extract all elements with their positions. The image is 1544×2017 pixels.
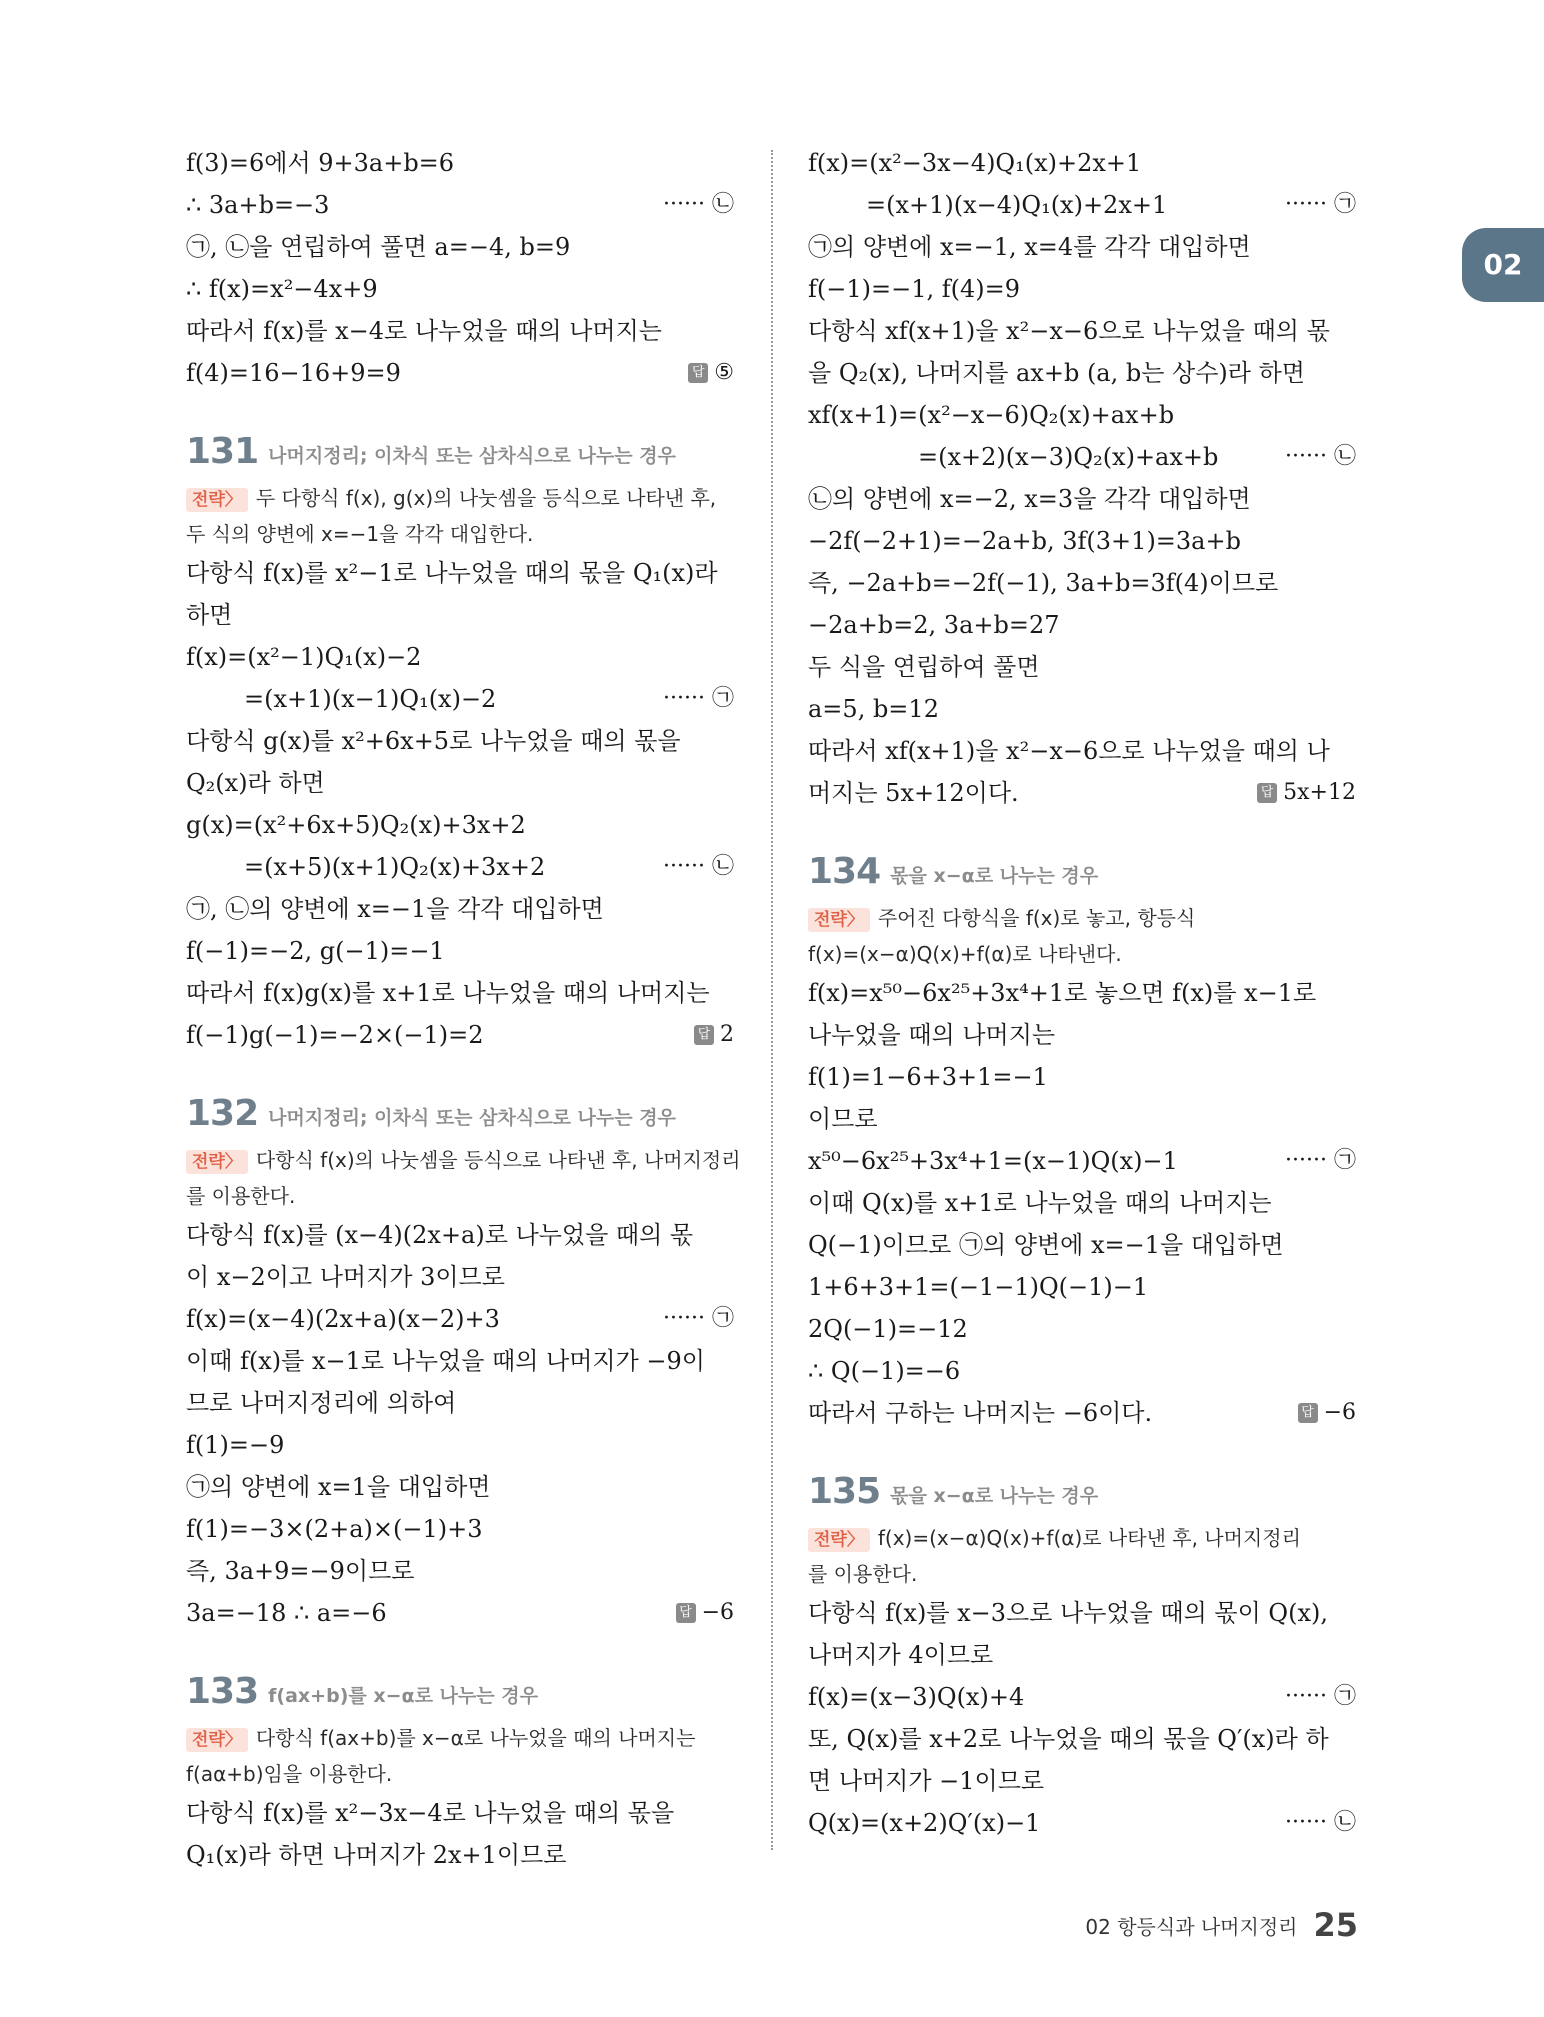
solution-text: 3a=−18 ∴ a=−6	[186, 1599, 387, 1627]
equation-marker: ······ ㉡	[1285, 1810, 1356, 1835]
strategy-line	[186, 480, 734, 516]
solution-text: 다항식 f(x)를 x²−3x−4로 나누었을 때의 몫을	[186, 1799, 675, 1827]
answer-icon: 답	[1257, 783, 1277, 803]
chapter-side-tab: 02	[1462, 228, 1544, 302]
answer-value: ⑤	[714, 360, 734, 385]
strategy-line	[186, 1720, 734, 1756]
strategy-tag: 전략〉	[808, 908, 870, 932]
strategy-line	[186, 1142, 741, 1178]
strategy-text: f(x)=(x−α)Q(x)+f(α)로 나타낸다.	[808, 942, 1122, 966]
solution-text: 므로 나머지정리에 의하여	[186, 1389, 457, 1417]
problem-topic: 나머지정리; 이차식 또는 삼차식으로 나누는 경우	[268, 1107, 676, 1129]
equation-marker: ······ ㉠	[663, 686, 734, 711]
solution-line	[808, 604, 1356, 646]
strategy-text: f(x)=(x−α)Q(x)+f(α)로 나타낸 후, 나머지정리	[877, 1526, 1301, 1550]
solution-text: xf(x+1)=(x²−x−6)Q₂(x)+ax+b	[808, 401, 1175, 429]
solution-text: 머지는 5x+12이다.	[808, 779, 1019, 807]
solution-line	[808, 1140, 1356, 1182]
solution-text: 나머지가 4이므로	[808, 1641, 994, 1669]
solution-text: =(x+5)(x+1)Q₂(x)+3x+2	[244, 853, 546, 881]
solution-text: a=5, b=12	[808, 695, 939, 723]
solution-text: =(x+1)(x−1)Q₁(x)−2	[244, 685, 497, 713]
strategy-line	[808, 936, 1356, 972]
solution-text: 즉, −2a+b=−2f(−1), 3a+b=3f(4)이므로	[808, 569, 1279, 597]
solution-text: Q₂(x)라 하면	[186, 769, 325, 797]
solution-line	[186, 552, 734, 594]
answer-value: 5x+12	[1283, 780, 1356, 805]
solution-line	[186, 1014, 734, 1056]
solution-line	[808, 1802, 1356, 1844]
solution-text: 다항식 f(x)를 (x−4)(2x+a)로 나누었을 때의 몫	[186, 1221, 694, 1249]
solution-text: =(x+2)(x−3)Q₂(x)+ax+b	[918, 443, 1219, 471]
strategy-text: 두 식의 양변에 x=−1을 각각 대입한다.	[186, 522, 534, 546]
solution-line	[808, 688, 1356, 730]
answer-value: −6	[701, 1600, 734, 1625]
solution-line	[808, 478, 1356, 520]
strategy-tag: 전략〉	[808, 1528, 870, 1552]
solution-line	[186, 1424, 734, 1466]
solution-text: =(x+1)(x−4)Q₁(x)+2x+1	[866, 191, 1168, 219]
problem-number: 133	[186, 1671, 259, 1712]
strategy-line	[186, 1756, 734, 1792]
solution-line	[186, 1508, 734, 1550]
solution-line	[808, 310, 1356, 352]
solution-text: 이 x−2이고 나머지가 3이므로	[186, 1263, 505, 1291]
solution-line	[808, 1350, 1356, 1392]
strategy-tag: 전략〉	[186, 488, 248, 512]
solution-line	[808, 1676, 1356, 1718]
equation-marker: ······ ㉠	[1285, 1148, 1356, 1173]
solution-text: f(x)=(x²−1)Q₁(x)−2	[186, 643, 422, 671]
solution-text: 나누었을 때의 나머지는	[808, 1021, 1056, 1049]
problem-number: 131	[186, 431, 259, 472]
solution-line	[808, 184, 1356, 226]
solution-line	[186, 930, 734, 972]
solution-text: 1+6+3+1=(−1−1)Q(−1)−1	[808, 1273, 1149, 1301]
answer-icon: 답	[694, 1025, 714, 1045]
solution-line	[186, 184, 734, 226]
solution-text: ㉡의 양변에 x=−2, x=3을 각각 대입하면	[808, 485, 1251, 513]
strategy-tag: 전략〉	[186, 1728, 248, 1752]
solution-line	[808, 730, 1356, 772]
solution-line	[808, 226, 1356, 268]
solution-text: 이므로	[808, 1105, 878, 1133]
solution-text: f(−1)g(−1)=−2×(−1)=2	[186, 1021, 484, 1049]
solution-line	[808, 268, 1356, 310]
solution-line	[808, 394, 1356, 436]
strategy-text: 두 다항식 f(x), g(x)의 나눗셈을 등식으로 나타낸 후,	[255, 486, 717, 510]
strategy-line	[186, 1178, 734, 1214]
problem-header	[186, 1078, 734, 1136]
solution-text: f(−1)=−2, g(−1)=−1	[186, 937, 445, 965]
solution-text: g(x)=(x²+6x+5)Q₂(x)+3x+2	[186, 811, 526, 839]
solution-text: 따라서 xf(x+1)을 x²−x−6으로 나누었을 때의 나	[808, 737, 1330, 765]
answer-icon: 답	[1298, 1403, 1318, 1423]
solution-line	[186, 1256, 734, 1298]
solution-text: f(x)=(x²−3x−4)Q₁(x)+2x+1	[808, 149, 1142, 177]
solution-text: f(4)=16−16+9=9	[186, 359, 401, 387]
solution-line	[808, 520, 1356, 562]
solution-line	[186, 720, 734, 762]
answer	[688, 352, 734, 394]
equation-marker: ······ ㉠	[1285, 192, 1356, 217]
solution-text: −2f(−2+1)=−2a+b, 3f(3+1)=3a+b	[808, 527, 1241, 555]
solution-text: 따라서 f(x)g(x)를 x+1로 나누었을 때의 나머지는	[186, 979, 710, 1007]
solution-line	[186, 1834, 734, 1876]
solution-line	[808, 1182, 1356, 1224]
solution-text: ㉠의 양변에 x=−1, x=4를 각각 대입하면	[808, 233, 1251, 261]
solution-line	[808, 1056, 1356, 1098]
solution-line	[808, 1224, 1356, 1266]
solution-text: f(1)=−3×(2+a)×(−1)+3	[186, 1515, 483, 1543]
solution-line	[808, 142, 1356, 184]
answer	[1298, 1392, 1356, 1434]
problem-header	[186, 416, 734, 474]
solution-line	[808, 646, 1356, 688]
solution-text: ㉠의 양변에 x=1을 대입하면	[186, 1473, 491, 1501]
answer-icon: 답	[688, 363, 708, 383]
solution-text: 다항식 g(x)를 x²+6x+5로 나누었을 때의 몫을	[186, 727, 681, 755]
solution-line	[808, 1266, 1356, 1308]
solution-line	[808, 1718, 1356, 1760]
problem-number: 132	[186, 1093, 259, 1134]
solution-line	[808, 1592, 1356, 1634]
solution-text: f(3)=6에서 9+3a+b=6	[186, 149, 455, 177]
left-column	[186, 142, 741, 1876]
equation-marker: ······ ㉡	[663, 854, 734, 879]
strategy-text: 를 이용한다.	[186, 1184, 296, 1208]
solution-line	[186, 1592, 734, 1634]
solution-line	[186, 1792, 734, 1834]
solution-text: 두 식을 연립하여 풀면	[808, 653, 1040, 681]
solution-text: f(1)=−9	[186, 1431, 285, 1459]
solution-line	[186, 226, 734, 268]
answer-value: −6	[1323, 1400, 1356, 1425]
answer	[694, 1014, 734, 1056]
solution-line	[186, 1298, 734, 1340]
strategy-tag: 전략〉	[186, 1150, 248, 1174]
solution-text: ㉠, ㉡을 연립하여 풀면 a=−4, b=9	[186, 233, 571, 261]
solution-line	[186, 1214, 734, 1256]
solution-text: 즉, 3a+9=−9이므로	[186, 1557, 415, 1585]
problem-header	[808, 836, 1356, 894]
solution-text: ㉠, ㉡의 양변에 x=−1을 각각 대입하면	[186, 895, 604, 923]
solution-line	[186, 804, 734, 846]
column-divider	[771, 150, 773, 1850]
solution-text: f(−1)=−1, f(4)=9	[808, 275, 1020, 303]
solution-line	[186, 268, 734, 310]
solution-line	[808, 972, 1356, 1014]
answer	[1257, 772, 1356, 814]
solution-text: 다항식 f(x)를 x²−1로 나누었을 때의 몫을 Q₁(x)라	[186, 559, 718, 587]
solution-line	[808, 1760, 1356, 1802]
problem-number: 135	[808, 1471, 881, 1512]
solution-line	[186, 310, 734, 352]
solution-line	[186, 678, 734, 720]
solution-text: 하면	[186, 601, 233, 629]
solution-line	[808, 772, 1356, 814]
solution-line	[808, 1098, 1356, 1140]
solution-line	[808, 436, 1356, 478]
solution-line	[186, 1550, 734, 1592]
solution-text: 을 Q₂(x), 나머지를 ax+b (a, b는 상수)라 하면	[808, 359, 1305, 387]
problem-topic: 몫을 x−α로 나누는 경우	[890, 1485, 1099, 1507]
solution-text: 2Q(−1)=−12	[808, 1315, 968, 1343]
problem-header	[186, 1656, 734, 1714]
solution-text: Q₁(x)라 하면 나머지가 2x+1이므로	[186, 1841, 567, 1869]
problem-topic: f(ax+b)를 x−α로 나누는 경우	[268, 1685, 538, 1707]
solution-text: Q(−1)이므로 ㉠의 양변에 x=−1을 대입하면	[808, 1231, 1284, 1259]
solution-text: x⁵⁰−6x²⁵+3x⁴+1=(x−1)Q(x)−1	[808, 1147, 1178, 1175]
solution-text: f(1)=1−6+3+1=−1	[808, 1063, 1048, 1091]
equation-marker: ······ ㉠	[1285, 1684, 1356, 1709]
strategy-text: 주어진 다항식을 f(x)로 놓고, 항등식	[877, 906, 1196, 930]
problem-number: 134	[808, 851, 881, 892]
solution-line	[186, 1382, 734, 1424]
solution-text: 따라서 f(x)를 x−4로 나누었을 때의 나머지는	[186, 317, 662, 345]
solution-text: ∴ f(x)=x²−4x+9	[186, 275, 378, 303]
problem-topic: 나머지정리; 이차식 또는 삼차식으로 나누는 경우	[268, 445, 676, 467]
solution-line	[808, 352, 1356, 394]
problem-topic: 몫을 x−α로 나누는 경우	[890, 865, 1099, 887]
right-column	[808, 142, 1356, 1844]
solution-text: 다항식 xf(x+1)을 x²−x−6으로 나누었을 때의 몫	[808, 317, 1330, 345]
solution-line	[186, 352, 734, 394]
solution-text: 또, Q(x)를 x+2로 나누었을 때의 몫을 Q′(x)라 하	[808, 1725, 1329, 1753]
solution-line	[186, 636, 734, 678]
solution-text: f(x)=(x−3)Q(x)+4	[808, 1683, 1025, 1711]
strategy-text: f(aα+b)임을 이용한다.	[186, 1762, 393, 1786]
answer	[676, 1592, 734, 1634]
solution-text: 이때 Q(x)를 x+1로 나누었을 때의 나머지는	[808, 1189, 1272, 1217]
solution-line	[186, 888, 734, 930]
solution-line	[186, 972, 734, 1014]
solution-text: 이때 f(x)를 x−1로 나누었을 때의 나머지가 −9이	[186, 1347, 705, 1375]
solution-text: f(x)=x⁵⁰−6x²⁵+3x⁴+1로 놓으면 f(x)를 x−1로	[808, 979, 1317, 1007]
solution-line	[808, 1014, 1356, 1056]
solution-line	[808, 562, 1356, 604]
strategy-text: 다항식 f(x)의 나눗셈을 등식으로 나타낸 후, 나머지정리	[255, 1148, 741, 1172]
strategy-text: 다항식 f(ax+b)를 x−α로 나누었을 때의 나머지는	[255, 1726, 696, 1750]
equation-marker: ······ ㉡	[663, 192, 734, 217]
solution-text: ∴ 3a+b=−3	[186, 191, 330, 219]
solution-text: 다항식 f(x)를 x−3으로 나누었을 때의 몫이 Q(x),	[808, 1599, 1328, 1627]
solution-text: Q(x)=(x+2)Q′(x)−1	[808, 1809, 1041, 1837]
solution-text: ∴ Q(−1)=−6	[808, 1357, 961, 1385]
footer-chapter-title: 02 항등식과 나머지정리	[1085, 1914, 1298, 1939]
problem-header	[808, 1456, 1356, 1514]
strategy-line	[808, 1520, 1356, 1556]
solution-line	[808, 1392, 1356, 1434]
solution-line	[808, 1308, 1356, 1350]
solution-line	[186, 594, 734, 636]
solution-text: 면 나머지가 −1이므로	[808, 1767, 1045, 1795]
equation-marker: ······ ㉡	[1285, 444, 1356, 469]
strategy-line	[186, 516, 734, 552]
page-footer	[1085, 1900, 1358, 1950]
solution-text: −2a+b=2, 3a+b=27	[808, 611, 1060, 639]
solution-line	[808, 1634, 1356, 1676]
strategy-line	[808, 1556, 1356, 1592]
solution-line	[186, 1340, 734, 1382]
solution-line	[186, 846, 734, 888]
strategy-line	[808, 900, 1356, 936]
solution-text: f(x)=(x−4)(2x+a)(x−2)+3	[186, 1305, 500, 1333]
solution-line	[186, 1466, 734, 1508]
solution-text: 따라서 구하는 나머지는 −6이다.	[808, 1399, 1153, 1427]
strategy-text: 를 이용한다.	[808, 1562, 918, 1586]
answer-value: 2	[720, 1022, 734, 1047]
page-number: 25	[1313, 1906, 1358, 1944]
equation-marker: ······ ㉠	[663, 1306, 734, 1331]
answer-icon: 답	[676, 1603, 696, 1623]
solution-line	[186, 142, 734, 184]
solution-line	[186, 762, 734, 804]
